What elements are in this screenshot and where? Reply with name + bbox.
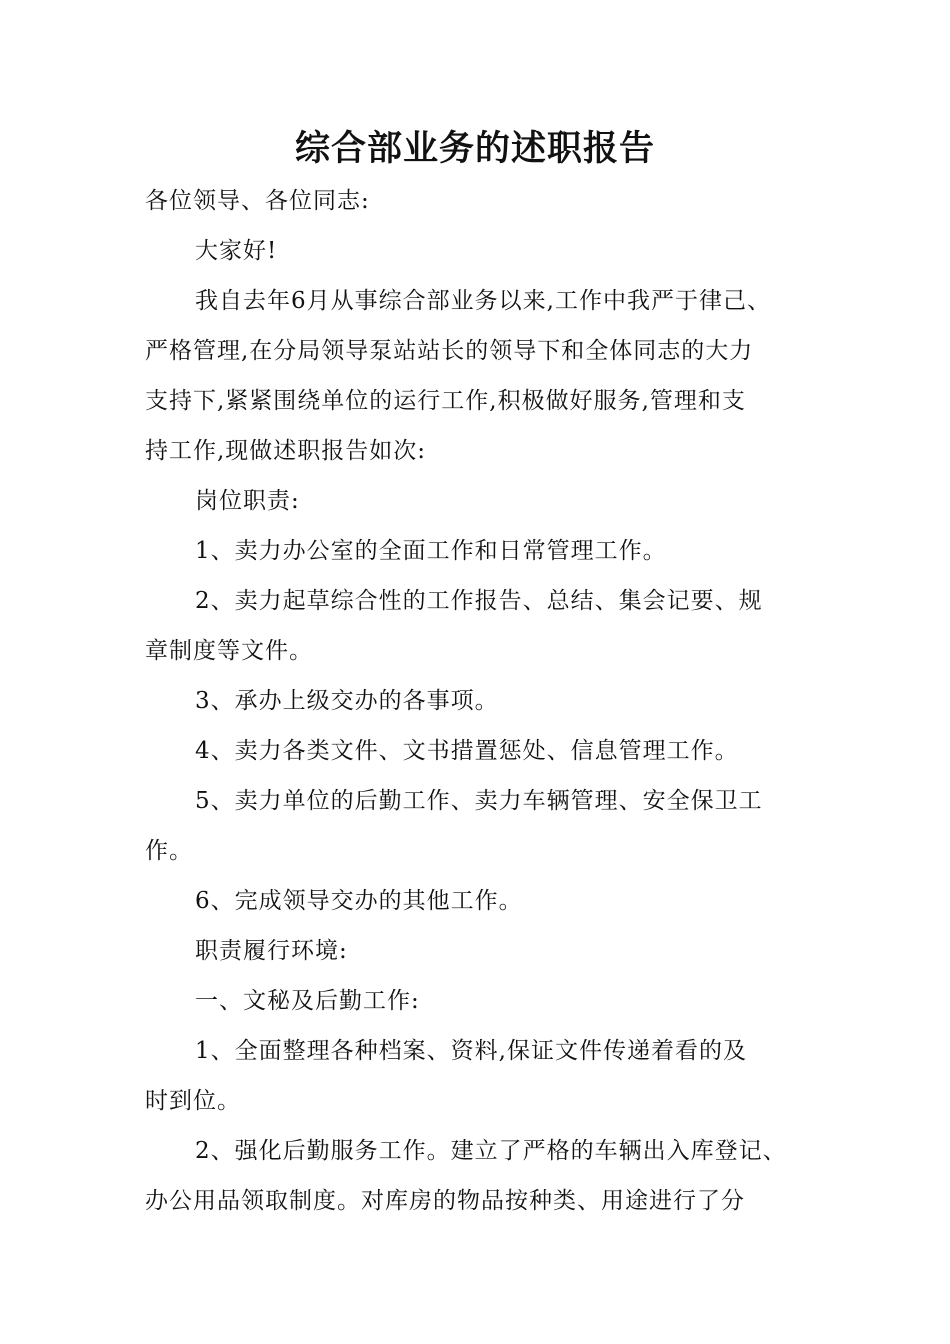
list-item: 1、全面整理各种档案、资料,保证文件传递着看的及: [195, 1038, 747, 1064]
body-line: 我自去年6月从事综合部业务以来,工作中我严于律己、: [195, 288, 771, 314]
list-item-continuation: 作。: [145, 838, 193, 864]
body-line: 严格管理,在分局领导泵站站长的领导下和全体同志的大力: [145, 338, 754, 364]
greeting-line: 大家好!: [195, 238, 278, 264]
section-heading: 岗位职责:: [195, 488, 300, 514]
body-line: 支持下,紧紧围绕单位的运行工作,积极做好服务,管理和支: [145, 388, 746, 414]
salutation-line: 各位领导、各位同志:: [145, 188, 370, 214]
list-item: 5、卖力单位的后勤工作、卖力车辆管理、安全保卫工: [195, 788, 763, 814]
list-item: 6、完成领导交办的其他工作。: [195, 888, 523, 914]
list-item: 4、卖力各类文件、文书措置惩处、信息管理工作。: [195, 738, 739, 764]
list-item: 2、卖力起草综合性的工作报告、总结、集会记要、规: [195, 588, 763, 614]
list-item-continuation: 章制度等文件。: [145, 638, 313, 664]
list-item: 3、承办上级交办的各事项。: [195, 688, 499, 714]
section-heading: 职责履行环境:: [195, 938, 348, 964]
list-item-continuation: 时到位。: [145, 1088, 241, 1114]
document-title: 综合部业务的述职报告: [294, 129, 655, 169]
list-item: 1、卖力办公室的全面工作和日常管理工作。: [195, 538, 667, 564]
list-item: 2、强化后勤服务工作。建立了严格的车辆出入库登记、: [195, 1138, 787, 1164]
list-item-continuation: 办公用品领取制度。对库房的物品按种类、用途进行了分: [145, 1188, 745, 1214]
body-line: 持工作,现做述职报告如次:: [145, 438, 427, 464]
document-body: [145, 176, 820, 1226]
subsection-heading: 一、文秘及后勤工作:: [195, 988, 420, 1014]
